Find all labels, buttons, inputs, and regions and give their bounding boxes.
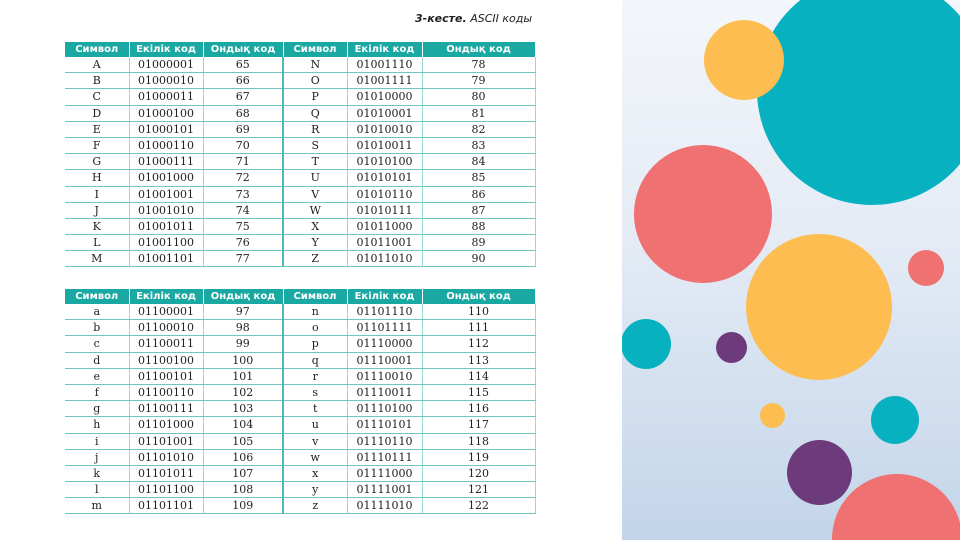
table-cell: c — [65, 336, 129, 352]
table-cell: 104 — [203, 417, 283, 433]
table-cell: 100 — [203, 352, 283, 368]
table-cell: 111 — [422, 320, 535, 336]
table-cell: 01110110 — [347, 433, 422, 449]
table-cell: z — [283, 498, 347, 514]
table-cell: 72 — [203, 170, 283, 186]
table-cell: 01110000 — [347, 336, 422, 352]
table-cell: 112 — [422, 336, 535, 352]
table-row — [65, 433, 535, 449]
table-cell: 66 — [203, 73, 283, 89]
table-row — [65, 417, 535, 433]
table-cell: v — [283, 433, 347, 449]
table-cell: 76 — [203, 235, 283, 251]
table-cell: 103 — [203, 401, 283, 417]
table-cell: k — [65, 465, 129, 481]
table-cell: 01110011 — [347, 384, 422, 400]
teal-circle-left — [622, 319, 671, 369]
table-cell: T — [283, 154, 347, 170]
table-cell: K — [65, 218, 129, 234]
table-cell: 121 — [422, 482, 535, 498]
table-cell: 01110010 — [347, 368, 422, 384]
table-body — [65, 304, 535, 514]
table-cell: r — [283, 368, 347, 384]
table-cell: 01000010 — [129, 73, 203, 89]
table-cell: F — [65, 137, 129, 153]
table-cell: 01100110 — [129, 384, 203, 400]
table-cell: 01101111 — [347, 320, 422, 336]
table-row — [65, 170, 535, 186]
table-cell: 68 — [203, 105, 283, 121]
table-cell: 99 — [203, 336, 283, 352]
table-cell: I — [65, 186, 129, 202]
column-header: Ондық код — [422, 289, 535, 304]
table-cell: 01000110 — [129, 137, 203, 153]
table-cell: 79 — [422, 73, 535, 89]
table-cell: 01000111 — [129, 154, 203, 170]
table-cell: b — [65, 320, 129, 336]
table-cell: d — [65, 352, 129, 368]
table-cell: P — [283, 89, 347, 105]
table-cell: 108 — [203, 482, 283, 498]
table-row — [65, 368, 535, 384]
table-cell: H — [65, 170, 129, 186]
table-cell: 80 — [422, 89, 535, 105]
column-header: Екілік код — [347, 289, 422, 304]
table-cell: 01111001 — [347, 482, 422, 498]
table-row — [65, 352, 535, 368]
table-row — [65, 251, 535, 267]
teal-circle-small — [871, 396, 919, 444]
table-cell: y — [283, 482, 347, 498]
table-cell: 78 — [422, 57, 535, 73]
table-cell: 01000101 — [129, 121, 203, 137]
table-cell: 89 — [422, 235, 535, 251]
table-cell: q — [283, 352, 347, 368]
table-cell: j — [65, 449, 129, 465]
table-cell: t — [283, 401, 347, 417]
table-cell: V — [283, 186, 347, 202]
table-cell: Z — [283, 251, 347, 267]
table-cell: m — [65, 498, 129, 514]
table-cell: 01001011 — [129, 218, 203, 234]
table-row — [65, 498, 535, 514]
table-cell: 67 — [203, 89, 283, 105]
table-cell: i — [65, 433, 129, 449]
table-cell: R — [283, 121, 347, 137]
table-cell: 01010010 — [347, 121, 422, 137]
table-cell: M — [65, 251, 129, 267]
table-cell: G — [65, 154, 129, 170]
table-row — [65, 121, 535, 137]
yellow-circle-large — [746, 234, 892, 380]
table-cell: 01110111 — [347, 449, 422, 465]
table-row — [65, 105, 535, 121]
column-header: Ондық код — [203, 42, 283, 57]
table-cell: L — [65, 235, 129, 251]
table-cell: 85 — [422, 170, 535, 186]
table-cell: 105 — [203, 433, 283, 449]
table-cell: N — [283, 57, 347, 73]
table-cell: 01100101 — [129, 368, 203, 384]
table-cell: 01100001 — [129, 304, 203, 320]
table-cell: x — [283, 465, 347, 481]
ascii-table-uppercase — [65, 42, 536, 267]
table-cell: 01010000 — [347, 89, 422, 105]
table-cell: 116 — [422, 401, 535, 417]
table-cell: 120 — [422, 465, 535, 481]
table-cell: 69 — [203, 121, 283, 137]
column-header: Символ — [65, 42, 129, 57]
table-cell: 110 — [422, 304, 535, 320]
table-cell: h — [65, 417, 129, 433]
table-cell: 106 — [203, 449, 283, 465]
table-row — [65, 137, 535, 153]
table-cell: A — [65, 57, 129, 73]
table-cell: e — [65, 368, 129, 384]
column-header: Екілік код — [347, 42, 422, 57]
table-cell: 01010011 — [347, 137, 422, 153]
table-cell: C — [65, 89, 129, 105]
table-row — [65, 73, 535, 89]
table-cell: 01111010 — [347, 498, 422, 514]
table-header-row — [65, 289, 535, 304]
table-row — [65, 218, 535, 234]
table-cell: 90 — [422, 251, 535, 267]
table-cell: S — [283, 137, 347, 153]
table-cell: 01100111 — [129, 401, 203, 417]
table-caption — [415, 12, 535, 25]
table-cell: 01110100 — [347, 401, 422, 417]
table-cell: Y — [283, 235, 347, 251]
table-cell: 01000011 — [129, 89, 203, 105]
table-cell: O — [283, 73, 347, 89]
column-header: Ондық код — [422, 42, 535, 57]
table-cell: 119 — [422, 449, 535, 465]
table-cell: 01001100 — [129, 235, 203, 251]
purple-circle-small — [716, 332, 747, 363]
table-cell: s — [283, 384, 347, 400]
table-cell: 01001010 — [129, 202, 203, 218]
table-cell: 01101001 — [129, 433, 203, 449]
table-cell: 01011001 — [347, 235, 422, 251]
table-cell: p — [283, 336, 347, 352]
table-cell: 101 — [203, 368, 283, 384]
table-cell: 01001001 — [129, 186, 203, 202]
table-cell: U — [283, 170, 347, 186]
table-row — [65, 320, 535, 336]
table-cell: n — [283, 304, 347, 320]
table-cell: 01011010 — [347, 251, 422, 267]
column-header: Екілік код — [129, 289, 203, 304]
table-cell: 109 — [203, 498, 283, 514]
table-cell: 01101101 — [129, 498, 203, 514]
table-cell: 01100100 — [129, 352, 203, 368]
table-cell: 73 — [203, 186, 283, 202]
table-cell: 01001110 — [347, 57, 422, 73]
table-cell: 01010110 — [347, 186, 422, 202]
table-cell: 01010111 — [347, 202, 422, 218]
table-cell: 118 — [422, 433, 535, 449]
coral-circle-bottom — [832, 474, 960, 540]
table-cell: 01111000 — [347, 465, 422, 481]
yellow-circle-top — [704, 20, 784, 100]
table-row — [65, 186, 535, 202]
yellow-circle-small — [760, 403, 785, 428]
table-cell: W — [283, 202, 347, 218]
table-cell: 98 — [203, 320, 283, 336]
table-cell: 115 — [422, 384, 535, 400]
table-cell: 81 — [422, 105, 535, 121]
table-cell: l — [65, 482, 129, 498]
table-cell: 01101100 — [129, 482, 203, 498]
table-cell: g — [65, 401, 129, 417]
table-cell: o — [283, 320, 347, 336]
column-header: Символ — [283, 289, 347, 304]
caption-number: 3-кесте. — [415, 12, 467, 25]
table-cell: 107 — [203, 465, 283, 481]
table-cell: 01010101 — [347, 170, 422, 186]
purple-circle-bottom — [787, 440, 852, 505]
table-row — [65, 304, 535, 320]
table-cell: 01010001 — [347, 105, 422, 121]
table-cell: 102 — [203, 384, 283, 400]
table-cell: 114 — [422, 368, 535, 384]
table-header-row — [65, 42, 535, 57]
column-header: Ондық код — [203, 289, 283, 304]
decorative-panel — [622, 0, 960, 540]
table-cell: 75 — [203, 218, 283, 234]
table-cell: Q — [283, 105, 347, 121]
table-cell: 01100011 — [129, 336, 203, 352]
table-cell: 70 — [203, 137, 283, 153]
table-cell: 77 — [203, 251, 283, 267]
table-row — [65, 154, 535, 170]
table-row — [65, 401, 535, 417]
table-cell: 84 — [422, 154, 535, 170]
table-cell: 01101011 — [129, 465, 203, 481]
teal-circle-large — [757, 0, 960, 205]
table-cell: 83 — [422, 137, 535, 153]
table-cell: 88 — [422, 218, 535, 234]
table-cell: X — [283, 218, 347, 234]
table-row — [65, 202, 535, 218]
table-cell: 01001000 — [129, 170, 203, 186]
table-row — [65, 465, 535, 481]
table-row — [65, 89, 535, 105]
table-cell: 82 — [422, 121, 535, 137]
ascii-table-lowercase — [65, 289, 536, 514]
table-cell: 01100010 — [129, 320, 203, 336]
table-cell: 01010100 — [347, 154, 422, 170]
table-cell: 86 — [422, 186, 535, 202]
table-cell: w — [283, 449, 347, 465]
table-cell: 74 — [203, 202, 283, 218]
coral-circle-middle — [634, 145, 772, 283]
table-cell: 01101000 — [129, 417, 203, 433]
table-row — [65, 449, 535, 465]
table-cell: 01110101 — [347, 417, 422, 433]
table-row — [65, 384, 535, 400]
table-cell: f — [65, 384, 129, 400]
table-cell: 01101010 — [129, 449, 203, 465]
table-cell: 01001111 — [347, 73, 422, 89]
table-cell: 01001101 — [129, 251, 203, 267]
table-row — [65, 482, 535, 498]
table-row — [65, 235, 535, 251]
table-cell: 87 — [422, 202, 535, 218]
table-cell: 122 — [422, 498, 535, 514]
table-cell: 97 — [203, 304, 283, 320]
table-cell: 117 — [422, 417, 535, 433]
table-cell: 01000001 — [129, 57, 203, 73]
coral-circle-small — [908, 250, 944, 286]
table-cell: 01101110 — [347, 304, 422, 320]
table-cell: u — [283, 417, 347, 433]
table-cell: D — [65, 105, 129, 121]
caption-title: ASCII коды — [470, 12, 533, 25]
table-cell: a — [65, 304, 129, 320]
table-cell: 01110001 — [347, 352, 422, 368]
table-cell: 01000100 — [129, 105, 203, 121]
table-cell: E — [65, 121, 129, 137]
table-cell: 71 — [203, 154, 283, 170]
table-cell: 113 — [422, 352, 535, 368]
column-header: Символ — [283, 42, 347, 57]
table-row — [65, 57, 535, 73]
table-body — [65, 57, 535, 267]
table-cell: 01011000 — [347, 218, 422, 234]
column-header: Екілік код — [129, 42, 203, 57]
table-cell: 65 — [203, 57, 283, 73]
table-cell: J — [65, 202, 129, 218]
table-row — [65, 336, 535, 352]
column-header: Символ — [65, 289, 129, 304]
table-cell: B — [65, 73, 129, 89]
